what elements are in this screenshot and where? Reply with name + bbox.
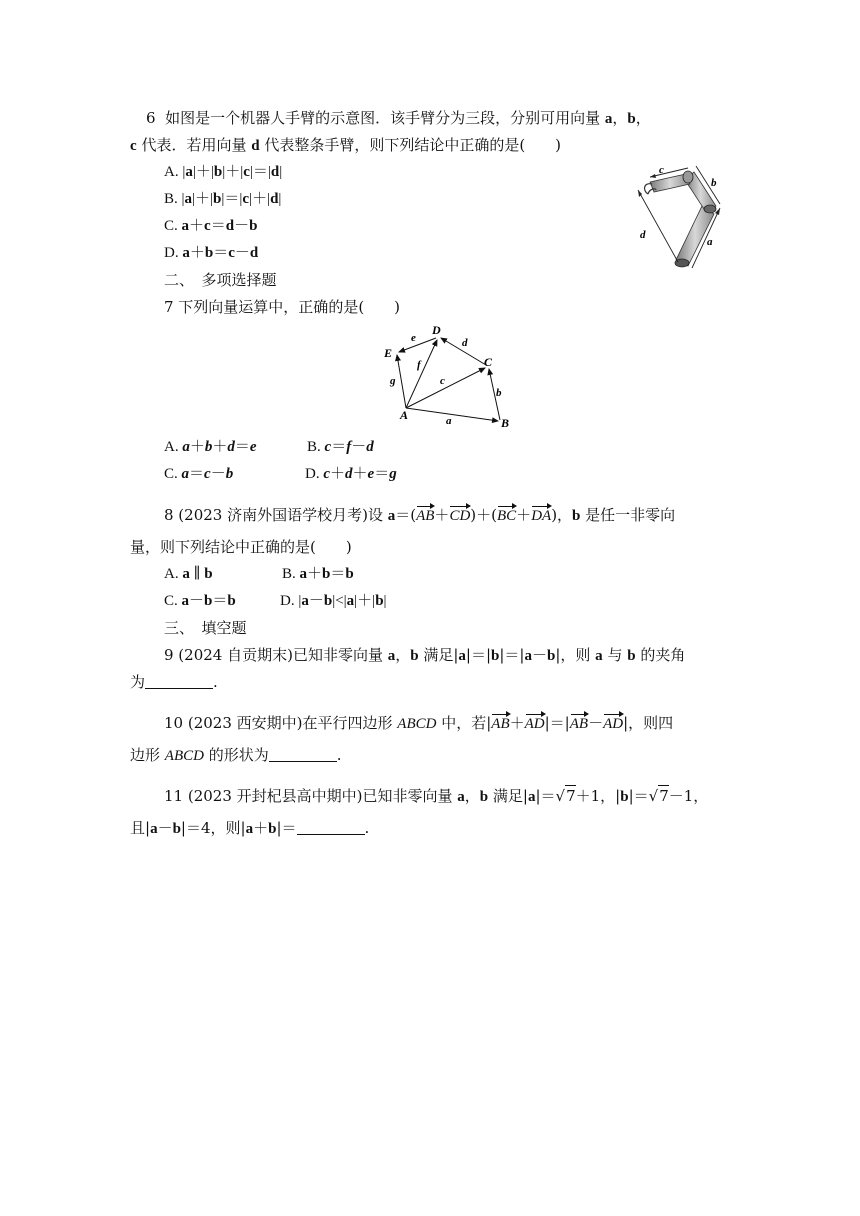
robot-arm-figure [630,158,730,274]
q7-vec-d: d [462,337,468,349]
q8-stem-line1: 8 (2023 济南外国语学校月考)设 a＝(AB＋CD)＋(BC＋DA)，b 是任一非零向 [164,506,676,524]
q11-stem-line2: 且|a－b|＝4，则|a＋b|＝ . [130,819,370,837]
q7-option-d: D. c＋d＋e＝g [305,466,397,482]
q6-option-a: A. |a|＋|b|＋|c|＝|d| [164,164,283,180]
q10-stem-line2: 边形 ABCD 的形状为 . [130,746,342,764]
q8-stem-line2: 量，则下列结论中正确的是( ) [130,538,352,556]
section-fill-blank: 三、 填空题 [164,619,247,637]
robot-label-b: b [711,177,717,189]
q7-point-e: E [384,346,393,360]
q7-point-c: C [484,355,493,369]
q6-stem-line2: c 代表．若用向量 d 代表整条手臂，则下列结论中正确的是( ) [130,136,562,154]
q8-option-c: C. a－b＝b [164,593,236,609]
q9-answer-blank[interactable] [145,674,213,689]
q8-option-d: D. |a－b|<|a|＋|b| [280,593,387,609]
q6-option-d: D. a＋b＝c－d [164,245,259,261]
q7-vec-b: b [496,387,502,399]
q7-stem: 7 下列向量运算中，正确的是( ) [164,298,401,316]
q7-option-a: A. a＋b＋d＝e [164,439,257,455]
section-multiple-choice: 二、 多项选择题 [164,271,277,289]
q7-vec-g: g [390,375,396,387]
q8-option-b: B. a＋b＝b [282,566,354,582]
q7-vec-a: a [446,415,452,427]
q6-option-c: C. a＋c＝d－b [164,218,258,234]
robot-label-a: a [707,236,713,248]
q9-stem-line2: 为 . [130,673,218,691]
q7-option-b: B. c＝f－d [307,439,374,455]
q10-stem-line1: 10 (2023 西安期中)在平行四边形 ABCD 中，若|AB＋AD|＝|AB－AD|，则四 [164,714,674,732]
q6-option-b: B. |a|＋|b|＝|c|＋|d| [164,191,282,207]
q7-figure [378,320,514,430]
robot-label-c: c [659,164,664,176]
q7-point-b: B [501,416,510,430]
q7-vec-c: c [440,375,445,387]
q9-stem-line1: 9 (2024 自贡期末)已知非零向量 a，b 满足|a|＝|b|＝|a－b|，则 a 与 b 的夹角 [164,646,686,664]
robot-label-d: d [640,229,646,241]
q7-option-c: C. a＝c－b [164,466,234,482]
q7-point-d: D [432,323,441,337]
q10-answer-blank[interactable] [269,747,337,762]
q11-answer-blank[interactable] [297,820,365,835]
q6-stem-line1: 6 如图是一个机器人手臂的示意图．该手臂分为三段，分别可用向量 a，b， [146,109,651,127]
q8-option-a: A. a ∥ b [164,566,213,582]
q11-stem-line1: 11 (2023 开封杞县高中期中)已知非零向量 a，b 满足|a|＝√7＋1，|b|＝√7－1， [164,787,709,805]
q7-vec-f: f [417,359,421,371]
q7-vec-e: e [411,332,416,344]
q7-point-a: A [400,408,409,422]
